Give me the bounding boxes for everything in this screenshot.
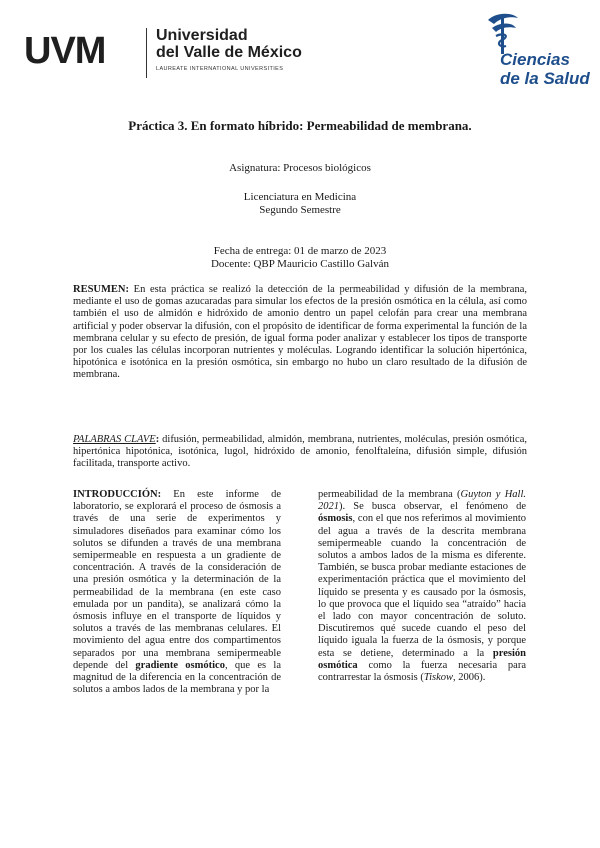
intro-left-text-1: En este informe de laboratorio, se explorará el proceso de ósmosis a través de una serie de experimentos y simuladores diseñados para examinar cómo los solutos se difunden a través de una membrana semipermeable en respuesta a un gradiente de concentración. A través de la consideración de una presión osmótica y la determinación de la permeabilidad de la membrana (en este caso emulada por un pandita), se analizará cómo la ósmosis influye en el transporte de líquidos y solutos a través de las membranas celulares. El movimiento del agua entre dos compartimentos separados por una membrana semipermeable depende del bbox=[73, 489, 281, 671]
intro-citation-tiskow: Tiskow bbox=[423, 672, 454, 684]
intro-right-text-3: , con el que nos referimos al movimiento del agua a través de la descrita membrana semipermeable cuando la concentración de solutos a ambos lados de la misma es diferente. También, se busca probar mediante estaciones de experimentación práctica que el movimiento del líquido se presenta y es causado por la ósmosis, lo que provoca que el líquido sea “atraído” hacia el lado con mayor concentración de soluto. Discutiremos qué sucede cuando el peso del líquido iguala la fuerza de la ósmosis, y porque esta se detiene, determinado a la bbox=[318, 513, 526, 659]
resumen-text: En esta práctica se realizó la detección de la permeabilidad y difusión de la membrana, mediante el uso de gomas azucaradas para simular los efectos de la presión osmótica en la célula, así como también el uso de almidón e hidróxido de amonio dentro un papel celofán para crear una membrana artificial y poder observar la difusión, con el propósito de identificar de forma experimental la función de la membrana celular y su efecto de presión, de igual forma poder analizar y establecer los tipos de transporte por los cuales las células incorporan nutrientes y moléculas. Logrando identificar la solución hipertónica, hipotónica e isotónica en la presión osmótica, sin embargo no hubo un claro resultado de la difusión de membrana. bbox=[73, 284, 527, 381]
intro-bold-presion: presión osmótica bbox=[318, 647, 526, 671]
uvm-logo: UVM bbox=[24, 30, 106, 72]
intro-right-column bbox=[318, 489, 526, 684]
ciencias-line1: Ciencias bbox=[500, 50, 570, 69]
resumen-paragraph bbox=[73, 284, 527, 382]
university-name bbox=[156, 27, 302, 61]
intro-label: INTRODUCCIÓN: bbox=[73, 489, 162, 500]
intro-left-text-2: , que es la magnitud de la diferencia en la concentración de solutos a ambos lados de la membrana y por la bbox=[73, 659, 281, 696]
intro-right-text-5: , 2006). bbox=[453, 672, 486, 684]
ciencias-line2: de la Salud bbox=[500, 69, 590, 88]
asignatura: Asignatura: Procesos biológicos bbox=[229, 162, 371, 174]
university-line2: del Valle de México bbox=[156, 44, 302, 61]
docente: Docente: QBP Mauricio Castillo Galván bbox=[210, 258, 389, 270]
ciencias-salud-logo bbox=[500, 50, 590, 88]
intro-left-bold: gradiente osmótico bbox=[135, 659, 225, 671]
intro-bold-osmosis: ósmosis bbox=[318, 513, 353, 525]
licenciatura: Licenciatura en Medicina bbox=[243, 191, 357, 203]
document-title: Práctica 3. En formato híbrido: Permeabilidad de membrana. bbox=[128, 118, 472, 133]
intro-right-text-2: ). Se busca observar, el fenómeno de bbox=[339, 501, 526, 513]
intro-citation-guyton: Guyton y Hall. 2021 bbox=[318, 489, 526, 513]
keywords-label: PALABRAS CLAVE bbox=[73, 434, 156, 445]
keywords-paragraph bbox=[73, 434, 527, 471]
keywords-text: difusión, permeabilidad, almidón, membrana, nutrientes, moléculas, presión osmótica, hipertónica hipotónica, isotónica, lugol, hidróxido de amonio, fenolftaleína, difusión simple, difusión facilitada, transporte activo. bbox=[73, 434, 528, 470]
semestre: Segundo Semestre bbox=[259, 204, 341, 216]
laureate-tagline: LAUREATE INTERNATIONAL UNIVERSITIES bbox=[156, 66, 284, 72]
logo-divider bbox=[146, 28, 147, 78]
intro-right-text-4: como la fuerza necesaria para contrarrestar la ósmosis ( bbox=[318, 659, 526, 684]
university-line1: Universidad bbox=[156, 27, 248, 44]
intro-left-column bbox=[73, 489, 281, 696]
keywords-colon: : bbox=[155, 434, 160, 445]
resumen-label: RESUMEN: bbox=[73, 284, 130, 295]
fecha-entrega: Fecha de entrega: 01 de marzo de 2023 bbox=[213, 245, 387, 257]
intro-right-text-1: permeabilidad de la membrana ( bbox=[318, 489, 461, 500]
